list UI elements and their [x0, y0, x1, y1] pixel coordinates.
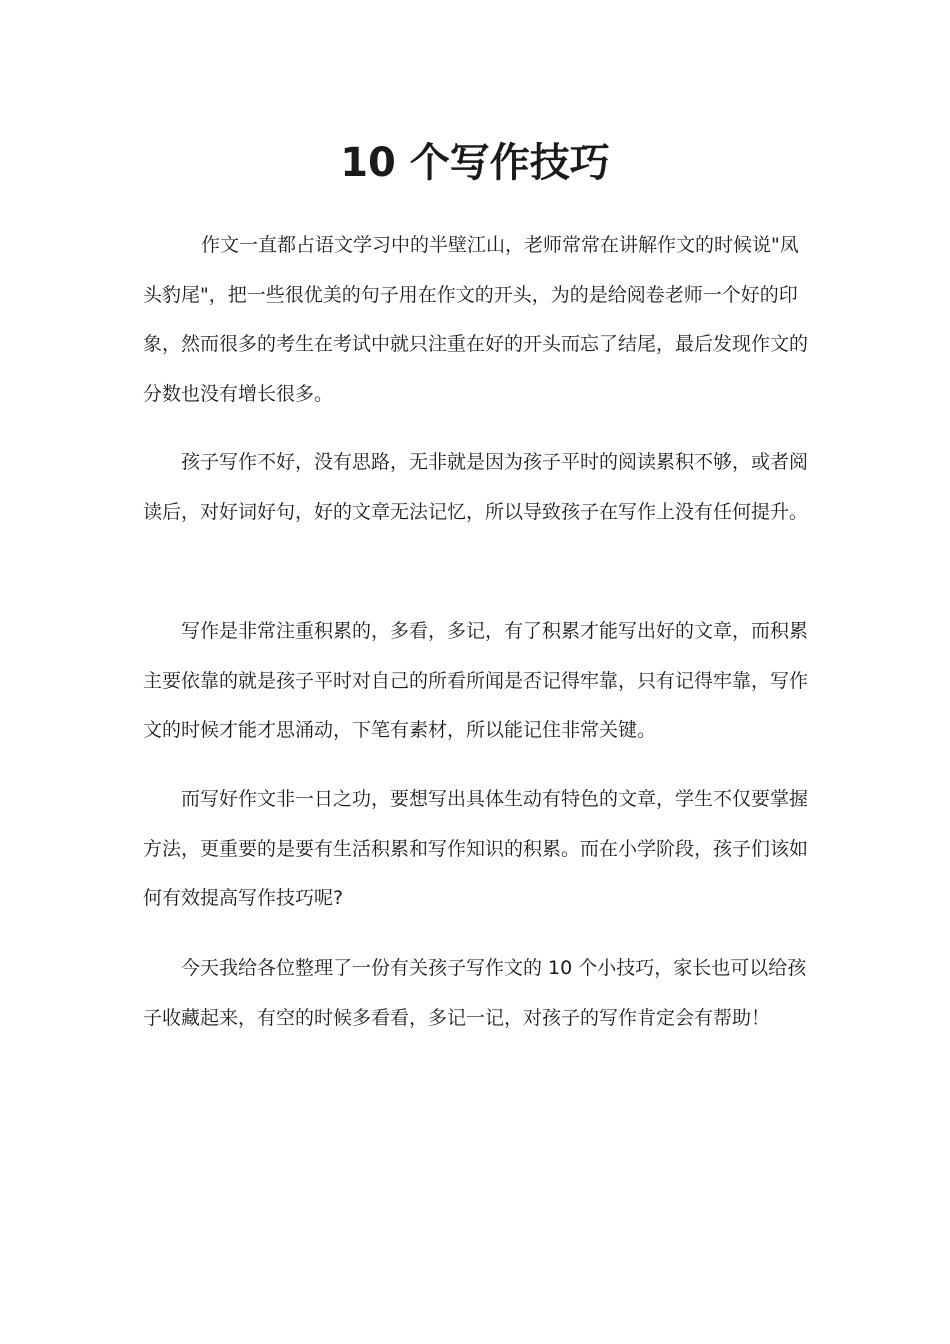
document-title: 10 个写作技巧 [340, 140, 610, 186]
paragraph-tips-intro: 今天我给各位整理了一份有关孩子写作文的 10 个小技巧，家长也可以给孩子收藏起来，有空的时候多看看，多记一记，对孩子的写作肯定会有帮助！ [143, 957, 807, 1029]
paragraph-writing-effort: 而写好作文非一日之功，要想写出具体生动有特色的文章，学生不仅要掌握方法，更重要的是要有生活积累和写作知识的积累。而在小学阶段，孩子们该如何有效提高写作技巧呢? [143, 788, 809, 909]
paragraph-accumulation-importance: 写作是非常注重积累的，多看，多记，有了积累才能写出好的文章，而积累主要依靠的就是孩子平时对自己的所看所闻是否记得牢靠，只有记得牢靠，写作文的时候才能才思涌动，下笔有素材，所以能记住非常关键。 [143, 620, 809, 741]
paragraph-reading-accumulation: 孩子写作不好，没有思路，无非就是因为孩子平时的阅读累积不够，或者阅读后，对好词好句，好的文章无法记忆，所以导致孩子在写作上没有任何提升。 [143, 451, 809, 523]
paragraph-intro: 作文一直都占语文学习中的半壁江山，老师常常在讲解作文的时候说"凤头豹尾"，把一些很优美的句子用在作文的开头，为的是给阅卷老师一个好的印象，然而很多的考生在考试中就只注重在好的开头而忘了结尾，最后发现作文的分数也没有增长很多。 [143, 234, 809, 405]
